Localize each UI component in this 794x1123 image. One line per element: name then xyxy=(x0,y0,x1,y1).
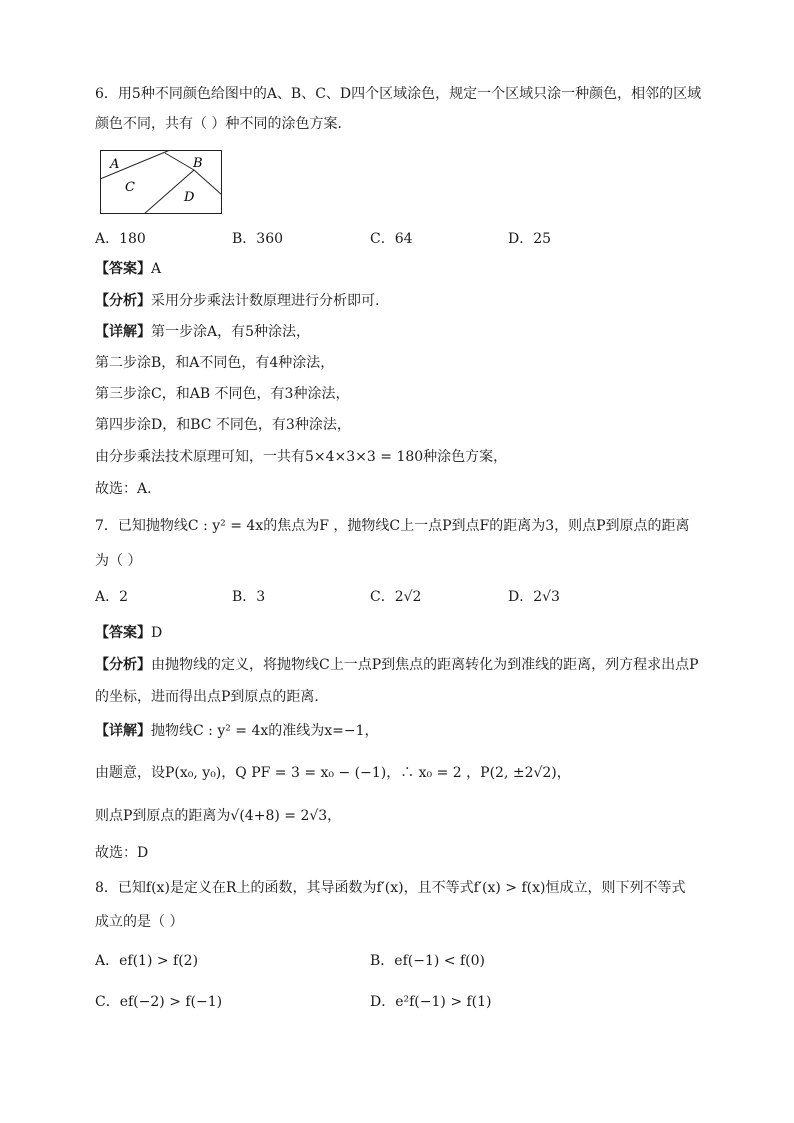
q8-stem-line1: 8．已知f(x)是定义在R上的函数，其导函数为f′(x)，且不等式f′(x) > f(x)恒成立，则下列不等式 xyxy=(95,880,686,896)
q6-detail-4: 第四步涂D，和BC 不同色，有3种涂法， xyxy=(95,417,351,433)
q6-option-d: D．25 xyxy=(508,231,552,247)
q8-option-c: C．ef(−2) > f(−1) xyxy=(95,994,223,1010)
answer-tag: 【答案】 xyxy=(95,261,151,277)
q6-detail-2: 第二步涂B，和A不同色，有4种涂法， xyxy=(95,355,335,371)
region-label-a: A xyxy=(110,157,120,172)
region-label-c: C xyxy=(125,180,135,195)
region-diagram xyxy=(100,150,222,214)
q7-conclusion: 故选：D xyxy=(95,845,149,861)
q6-option-b: B．360 xyxy=(232,231,284,247)
detail-text: 抛物线C : y² = 4x的准线为x=−1， xyxy=(151,723,379,739)
analysis-tag: 【分析】 xyxy=(95,657,151,673)
answer-value: A xyxy=(151,261,162,277)
q6-detail-3: 第三步涂C，和AB 不同色，有3种涂法， xyxy=(95,386,350,402)
q7-detail-2: 由题意，设P(x₀, y₀)，Q PF = 3 = x₀ − (−1)，∴ x₀ = 2 ，P(2, ±2√2)， xyxy=(95,765,571,781)
q7-answer xyxy=(95,623,162,643)
answer-value: D xyxy=(151,625,163,641)
q6-detail-1 xyxy=(95,322,310,342)
q6-conclusion: 故选：A. xyxy=(95,481,152,497)
q8-option-a: A．ef(1) > f(2) xyxy=(95,953,199,969)
q6-stem-line2: 颜色不同，共有（ ）种不同的涂色方案． xyxy=(95,116,352,132)
analysis-text: 由抛物线的定义，将抛物线C上一点P到焦点的距离转化为到准线的距离，列方程求出点P xyxy=(151,657,699,673)
q7-option-b: B．3 xyxy=(232,589,266,605)
q7-option-c: C．2√2 xyxy=(370,589,422,605)
detail-tag: 【详解】 xyxy=(95,324,151,340)
q7-detail-3: 则点P到原点的距离为√(4+8) = 2√3， xyxy=(95,808,342,824)
region-label-b: B xyxy=(193,156,203,171)
analysis-text: 采用分步乘法计数原理进行分析即可. xyxy=(151,293,380,309)
q8-stem-line2: 成立的是（ ） xyxy=(95,914,184,930)
q8-option-d: D．e²f(−1) > f(1) xyxy=(370,994,492,1010)
q7-analysis-1 xyxy=(95,655,699,675)
answer-tag: 【答案】 xyxy=(95,625,151,641)
detail-tag: 【详解】 xyxy=(95,723,151,739)
q7-option-a: A．2 xyxy=(95,589,129,605)
q6-analysis xyxy=(95,291,379,311)
q6-answer xyxy=(95,259,161,279)
region-label-d: D xyxy=(184,190,195,205)
q6-option-c: C．64 xyxy=(370,231,413,247)
q7-detail-1 xyxy=(95,721,379,741)
q7-stem-line2: 为（ ） xyxy=(95,553,142,569)
analysis-tag: 【分析】 xyxy=(95,293,151,309)
q7-analysis-2: 的坐标，进而得出点P到原点的距离． xyxy=(95,689,329,705)
q6-detail-5: 由分步乘法技术原理可知，一共有5×4×3×3 = 180种涂色方案， xyxy=(95,449,508,465)
q6-option-a: A．180 xyxy=(95,231,146,247)
detail-text: 第一步涂A，有5种涂法， xyxy=(151,324,311,340)
q6-stem-line1: 6．用5种不同颜色给图中的A、B、C、D四个区域涂色，规定一个区域只涂一种颜色，相邻的区域 xyxy=(95,86,702,102)
q7-stem-line1: 7．已知抛物线C : y² = 4x的焦点为F ，抛物线C上一点P到点F的距离为3，则点P到原点的距离 xyxy=(95,518,690,534)
q7-option-d: D．2√3 xyxy=(508,589,560,605)
q8-option-b: B．ef(−1) < f(0) xyxy=(370,953,485,969)
